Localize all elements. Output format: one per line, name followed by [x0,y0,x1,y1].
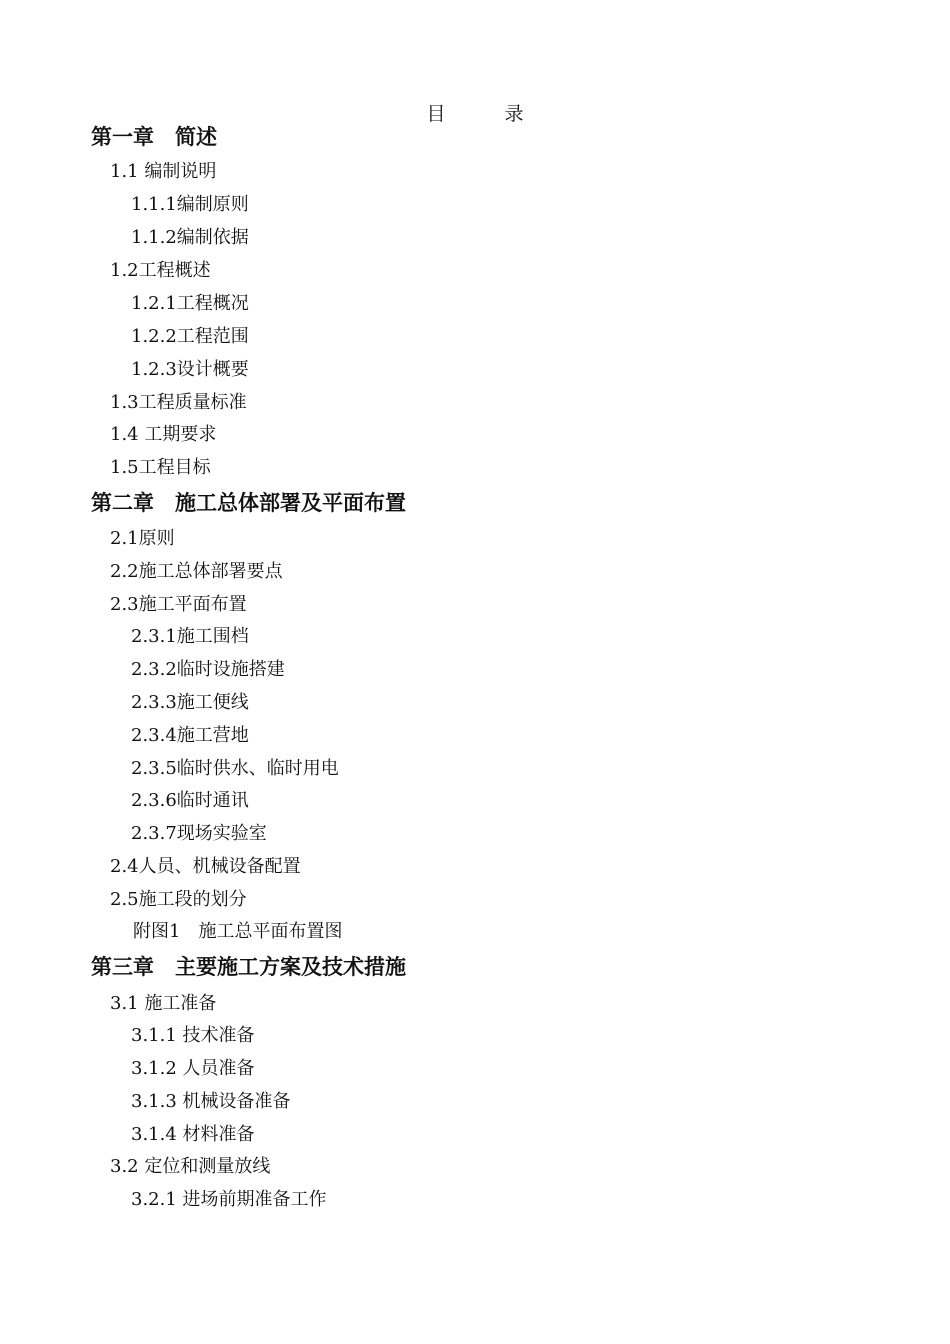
toc-entry: 3.1.3 机械设备准备 [131,1091,291,1112]
toc-entry: 2.1原则 [110,528,175,549]
toc-title: 目 录 [426,103,544,125]
toc-entry: 1.1.1编制原则 [131,194,249,215]
toc-chapter-heading: 第三章 主要施工方案及技术措施 [91,955,406,979]
toc-entry: 1.1 编制说明 [110,161,217,182]
toc-entry: 1.3工程质量标准 [110,392,247,413]
toc-entry: 1.2.2工程范围 [131,326,249,347]
toc-entry: 1.4 工期要求 [110,424,217,445]
toc-entry: 3.2.1 进场前期准备工作 [131,1189,327,1210]
toc-entry: 2.3.6临时通讯 [131,790,249,811]
toc-entry: 3.1.2 人员准备 [131,1058,255,1079]
toc-chapter-heading: 第一章 简述 [91,125,217,149]
toc-entry: 2.5施工段的划分 [110,889,247,910]
toc-entry: 3.1 施工准备 [110,993,217,1014]
toc-entry: 2.3.3施工便线 [131,692,249,713]
toc-entry: 2.2施工总体部署要点 [110,561,283,582]
toc-entry: 2.3施工平面布置 [110,594,247,615]
toc-entry: 2.3.5临时供水、临时用电 [131,758,339,779]
toc-entry: 3.1.1 技术准备 [131,1025,255,1046]
toc-chapter-heading: 第二章 施工总体部署及平面布置 [91,491,406,515]
toc-entry: 2.3.2临时设施搭建 [131,659,285,680]
toc-entry: 3.1.4 材料准备 [131,1124,255,1145]
toc-entry: 1.5工程目标 [110,457,211,478]
toc-entry: 3.2 定位和测量放线 [110,1156,271,1177]
toc-entry: 2.3.7现场实验室 [131,823,267,844]
toc-entry: 2.3.4施工营地 [131,725,249,746]
toc-entry: 1.1.2编制依据 [131,227,249,248]
toc-entry: 1.2.3设计概要 [131,359,249,380]
toc-entry: 2.3.1施工围档 [131,626,249,647]
toc-entry: 2.4人员、机械设备配置 [110,856,301,877]
toc-entry: 1.2.1工程概况 [131,293,249,314]
toc-entry: 1.2工程概述 [110,260,211,281]
toc-entry: 附图1 施工总平面布置图 [133,921,343,942]
